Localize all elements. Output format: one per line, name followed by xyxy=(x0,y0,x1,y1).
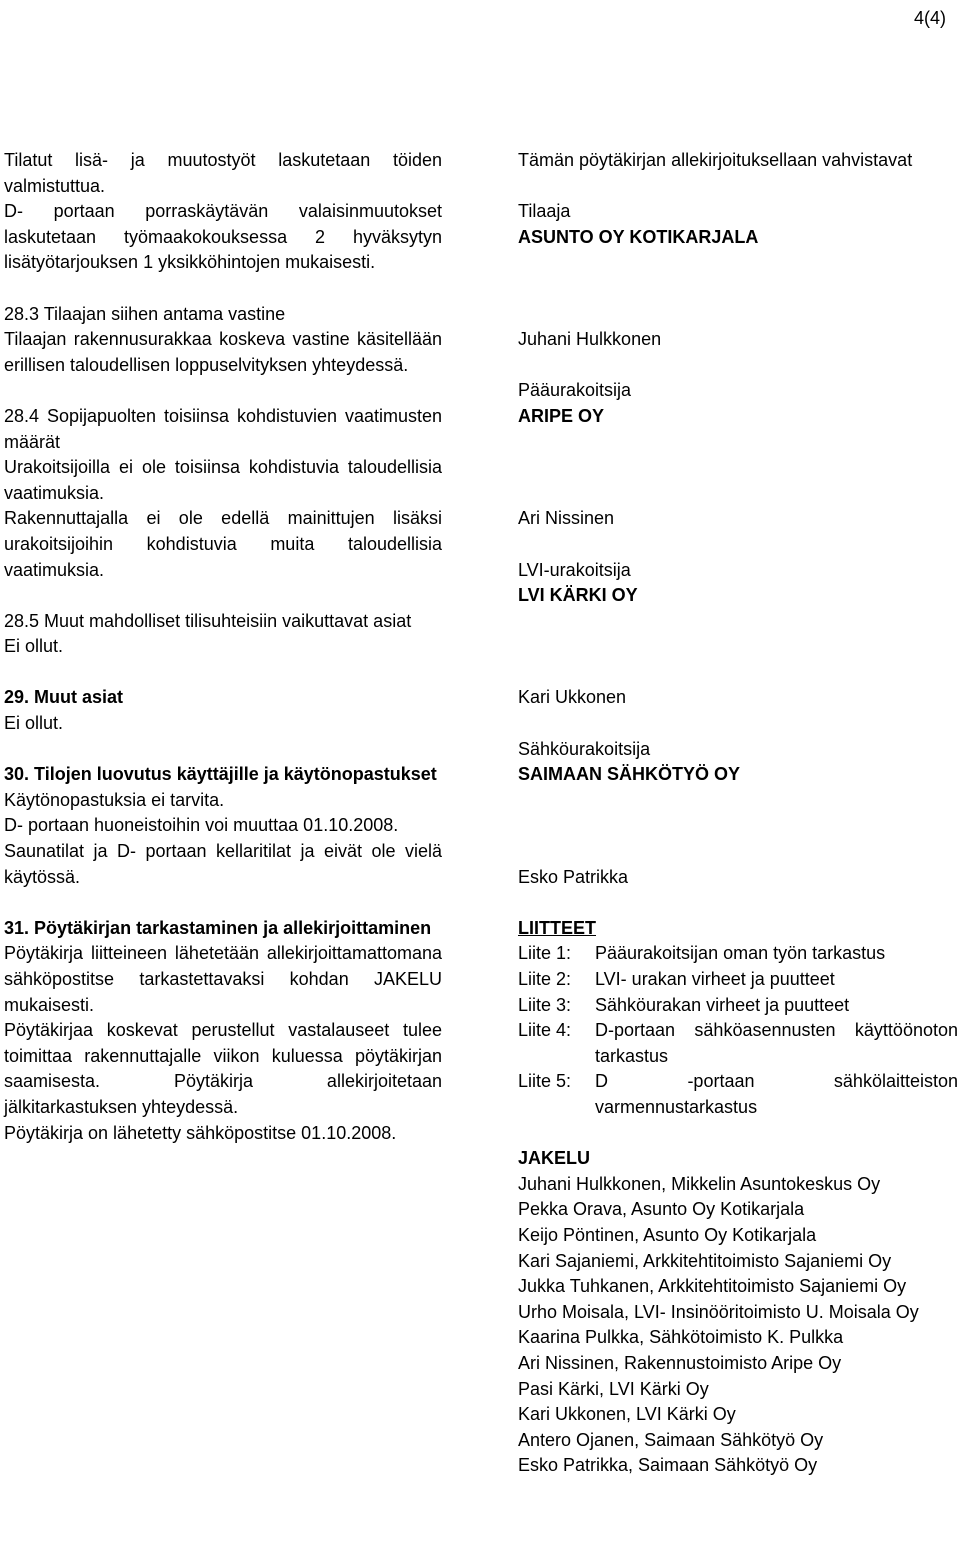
paragraph-31c: Pöytäkirja on lähetetty sähköpostitse 01.10.2008. xyxy=(4,1122,397,1143)
signatory-role: Pääurakoitsija xyxy=(518,380,632,401)
paragraph-30b: D- portaan huoneistoihin voi muuttaa 01.10.2008. xyxy=(4,815,399,836)
distribution-item: Kari Ukkonen, LVI Kärki Oy xyxy=(518,1404,736,1425)
distribution-item: Juhani Hulkkonen, Mikkelin Asuntokeskus Oy xyxy=(518,1173,881,1194)
signatory-block xyxy=(518,378,958,532)
signatory-name: Ari Nissinen xyxy=(518,508,615,529)
distribution-item: Pekka Orava, Asunto Oy Kotikarjala xyxy=(518,1199,805,1220)
paragraph-31b: Pöytäkirjaa koskevat perustellut vastalauseet tulee toimittaa rakennuttajalle viikon kuluessa pöytäkirjan saamisesta. Pöytäkirja allekirjoitetaan jälkitarkastuksen yhteydessä. xyxy=(4,1020,442,1117)
paragraph-31a: Pöytäkirja liitteineen lähetetään allekirjoittamattomana sähköpostitse tarkastettavaksi kohdan JAKELU mukaisesti. xyxy=(4,943,442,1015)
heading-31: 31. Pöytäkirjan tarkastaminen ja allekirjoittaminen xyxy=(4,917,432,938)
attachments-title: LIITTEET xyxy=(518,917,596,938)
paragraph-28-4b: Rakennuttajalla ei ole edellä mainittujen lisäksi urakoitsijoihin kohdistuvia muita taloudellisia vaatimuksia. xyxy=(4,508,442,580)
paragraph-tilatut: Tilatut lisä- ja muutostyöt laskutetaan töiden valmistuttua. xyxy=(4,150,442,196)
paragraph-28-3: Tilaajan rakennusurakkaa koskeva vastine käsitellään erillisen taloudellisen loppuselvityksen yhteydessä. xyxy=(4,329,442,375)
signatory-block xyxy=(518,737,958,891)
attachment-number: Liite 1: xyxy=(518,943,572,964)
signatory-company: SAIMAAN SÄHKÖTYÖ OY xyxy=(518,764,741,785)
distribution-item: Urho Moisala, LVI- Insinööritoimisto U. Moisala Oy xyxy=(518,1301,919,1322)
signatory-block xyxy=(518,199,958,353)
signature-intro: Tämän pöytäkirjan allekirjoituksellaan vahvistavat xyxy=(518,150,913,170)
distribution-list xyxy=(518,1172,958,1479)
distribution-item: Kaarina Pulkka, Sähkötoimisto K. Pulkka xyxy=(518,1327,844,1348)
attachment-text: D-portaan sähköasennusten käyttöönoton tarkastus xyxy=(595,1020,958,1066)
signatory-block xyxy=(518,558,958,712)
attachment-number: Liite 2: xyxy=(518,969,572,989)
heading-28-3: 28.3 Tilaajan siihen antama vastine xyxy=(4,303,286,324)
attachment-text: Sähköurakan virheet ja puutteet xyxy=(595,994,850,1015)
attachment-text: D -portaan sähkölaitteiston varmennustarkastus xyxy=(595,1071,958,1117)
signatory-company: ARIPE OY xyxy=(518,405,605,426)
paragraph-29: Ei ollut. xyxy=(4,713,64,734)
heading-29: 29. Muut asiat xyxy=(4,687,124,708)
signatory-role: Sähköurakoitsija xyxy=(518,738,651,759)
attachment-number: Liite 3: xyxy=(518,994,572,1015)
signatory-company: ASUNTO OY KOTIKARJALA xyxy=(518,226,759,247)
distribution-item: Esko Patrikka, Saimaan Sähkötyö Oy xyxy=(518,1455,818,1476)
signatory-company: LVI KÄRKI OY xyxy=(518,585,638,606)
attachment-list xyxy=(518,941,958,1120)
distribution-title: JAKELU xyxy=(518,1148,591,1169)
paragraph-28-4a: Urakoitsijoilla ei ole toisiinsa kohdistuvia taloudellisia vaatimuksia. xyxy=(4,457,442,503)
left-column xyxy=(4,148,442,1146)
signatory-role: LVI-urakoitsija xyxy=(518,559,631,580)
attachment-text: LVI- urakan virheet ja puutteet xyxy=(595,969,835,989)
heading-28-4: 28.4 Sopijapuolten toisiinsa kohdistuvien vaatimusten määrät xyxy=(4,405,442,452)
heading-30: 30. Tilojen luovutus käyttäjille ja käytönopastukset xyxy=(4,764,437,785)
page-number: 4(4) xyxy=(913,8,946,28)
signatory-name: Juhani Hulkkonen xyxy=(518,329,662,350)
paragraph-porras: D- portaan porraskäytävän valaisinmuutokset laskutetaan työmaakokouksessa 2 hyväksytyn lisätyötarjouksen 1 yksikköhintojen mukaisesti. xyxy=(4,201,442,273)
distribution-item: Ari Nissinen, Rakennustoimisto Aripe Oy xyxy=(518,1352,842,1373)
distribution-item: Kari Sajaniemi, Arkkitehtitoimisto Sajaniemi Oy xyxy=(518,1250,892,1271)
attachment-text: Pääurakoitsijan oman työn tarkastus xyxy=(595,943,886,964)
signatory-role: Tilaaja xyxy=(518,201,571,222)
paragraph-30a: Käytönopastuksia ei tarvita. xyxy=(4,789,225,810)
signatory-name: Kari Ukkonen xyxy=(518,687,627,708)
attachment-number: Liite 5: xyxy=(518,1071,572,1092)
heading-28-5: 28.5 Muut mahdolliset tilisuhteisiin vaikuttavat asiat xyxy=(4,610,412,631)
distribution-item: Jukka Tuhkanen, Arkkitehtitoimisto Sajaniemi Oy xyxy=(518,1276,907,1297)
distribution-item: Pasi Kärki, LVI Kärki Oy xyxy=(518,1378,709,1399)
attachment-number: Liite 4: xyxy=(518,1020,572,1041)
paragraph-28-5: Ei ollut. xyxy=(4,636,64,657)
paragraph-30c: Saunatilat ja D- portaan kellaritilat ja eivät ole vielä käytössä. xyxy=(4,841,442,887)
right-column xyxy=(518,148,958,1479)
distribution-item: Keijo Pöntinen, Asunto Oy Kotikarjala xyxy=(518,1224,817,1245)
distribution-item: Antero Ojanen, Saimaan Sähkötyö Oy xyxy=(518,1429,824,1450)
signatory-name: Esko Patrikka xyxy=(518,866,629,887)
